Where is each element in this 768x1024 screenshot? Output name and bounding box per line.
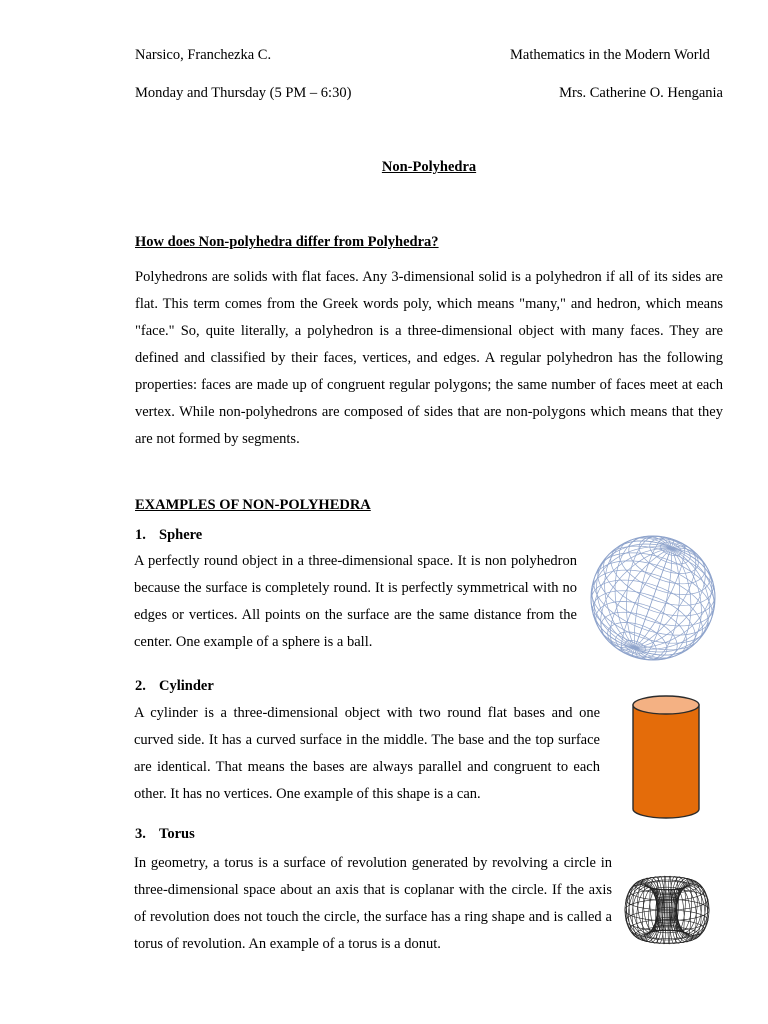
torus-illustration bbox=[617, 840, 717, 980]
sphere-heading bbox=[135, 527, 202, 544]
instructor-name: Mrs. Catherine O. Hengania bbox=[559, 85, 723, 101]
class-schedule: Monday and Thursday (5 PM – 6:30) bbox=[135, 85, 352, 101]
cylinder-name: Cylinder bbox=[159, 678, 214, 694]
sphere-name: Sphere bbox=[159, 527, 203, 543]
cylinder-illustration bbox=[631, 694, 701, 820]
torus-number: 3. bbox=[135, 826, 146, 842]
torus-name: Torus bbox=[159, 826, 195, 842]
cylinder-heading bbox=[135, 678, 214, 695]
page-title: Non-Polyhedra bbox=[381, 159, 477, 175]
question-heading: How does Non-polyhedra differ from Polyhedra? bbox=[135, 234, 439, 250]
cylinder-top-face bbox=[633, 696, 699, 714]
cylinder-body-shape bbox=[633, 705, 699, 818]
question-body: Polyhedrons are solids with flat faces. Any 3-dimensional solid is a polyhedron if all of its sides are flat. This term comes from the Greek words poly, which means "many," and hedron, which means "face." So, quite literally, a polyhedron is a three-dimensional object with many faces. They are defined and classified by their faces, vertices, and edges. A regular polyhedron has the following properties: faces are made up of congruent regular polygons; the same number of faces meet at each vertex. While non-polyhedrons are composed of sides that are non-polygons which means that they are not formed by segments. bbox=[135, 269, 723, 447]
torus-heading bbox=[135, 826, 195, 843]
cylinder-number: 2. bbox=[135, 678, 146, 694]
author-name: Narsico, Franchezka C. bbox=[135, 47, 272, 63]
cylinder-body: A cylinder is a three-dimensional object with two round flat bases and one curved side. It has a curved surface in the middle. The base and the top surface are identical. That means the bases are always parallel and congruent to each other. It has no vertices. One example of this shape is a can. bbox=[134, 705, 600, 802]
sphere-number: 1. bbox=[135, 527, 146, 543]
torus-body: In geometry, a torus is a surface of revolution generated by revolving a circle in three-dimensional space about an axis that is coplanar with the circle. If the axis of revolution does not touch the circle, the surface has a ring shape and is called a torus of revolution. An example of a torus is a donut. bbox=[134, 855, 612, 952]
sphere-illustration bbox=[588, 533, 718, 663]
sphere-body: A perfectly round object in a three-dimensional space. It is non polyhedron because the surface is completely round. It is perfectly symmetrical with no edges or vertices. All points on the surface are the same distance from the center. One example of a sphere is a ball. bbox=[134, 553, 577, 650]
examples-heading: EXAMPLES OF NON-POLYHEDRA bbox=[135, 497, 371, 513]
course-name: Mathematics in the Modern World bbox=[510, 47, 710, 63]
